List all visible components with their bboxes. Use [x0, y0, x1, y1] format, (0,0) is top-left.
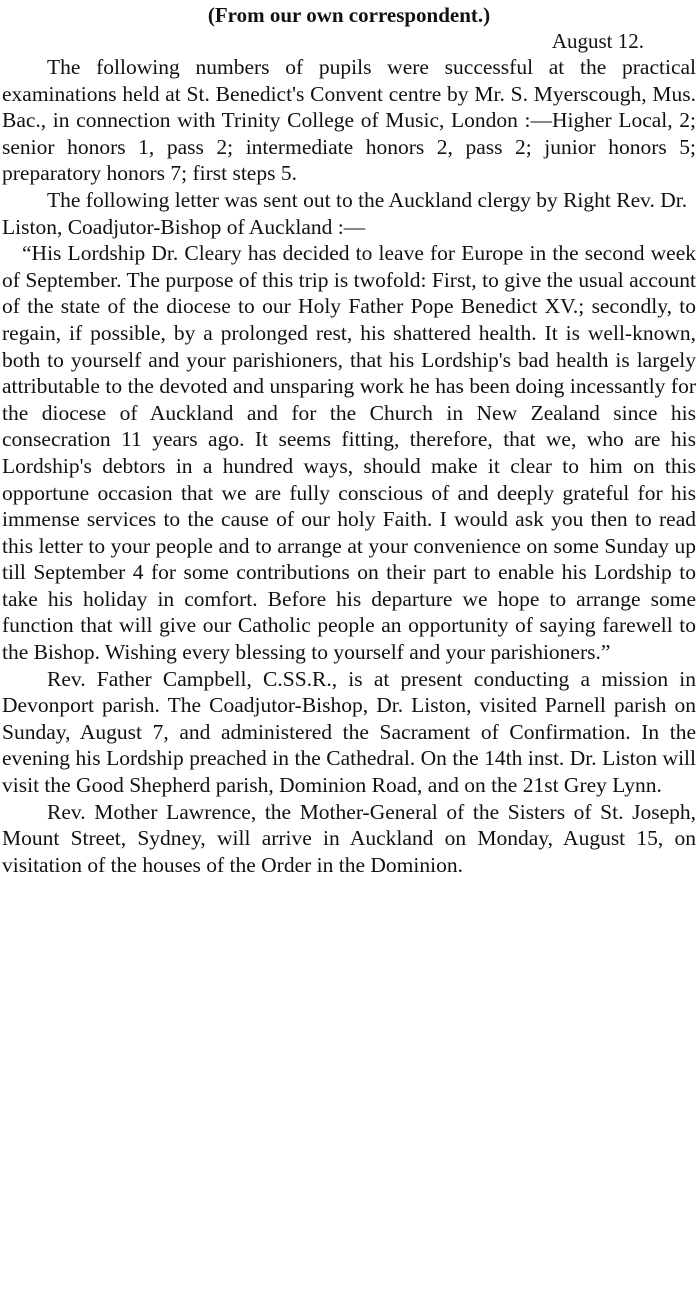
- paragraph-bishop-letter: “His Lordship Dr. Cleary has decided to leave for Europe in the second week of September. The purpose of this trip is twofold: First, to give the usual account of the state of the diocese to our Holy Father Pope Benedict XV.; secondly, to regain, if possible, by a prolonged rest, his shattered health. It is well-known, both to yourself and your parishioners, that his Lordship's bad health is largely attributable to the devoted and unsparing work he has been doing incessantly for the diocese of Auckland and for the Church in New Zealand since his consecration 11 years ago. It seems fitting, therefore, that we, who are his Lordship's debtors in a hundred ways, should make it clear to him on this opportune occasion that we are fully conscious of and deeply grateful for his immense services to the cause of our holy Faith. I would ask you then to read this letter to your people and to arrange at your convenience on some Sunday up till September 4 for some contributions on their part to enable his Lordship to take his holiday in comfort. Before his departure we hope to arrange some function that will give our Catholic people an opportunity of saying farewell to the Bishop. Wishing every blessing to yourself and your parishioners.”: [2, 241, 696, 665]
- paragraph-mother-general-visit: Rev. Mother Lawrence, the Mother-General of the Sisters of St. Joseph, Mount Street, Sydney, will arrive in Auckland on Monday, August 15, on visitation of the houses of the Order in the Dominion.: [2, 799, 696, 877]
- dateline: August 12.: [551, 29, 644, 53]
- correspondent-byline: (From our own correspondent.): [207, 3, 491, 27]
- paragraph-parish-news: Rev. Father Campbell, C.SS.R., is at present conducting a mission in Devonport parish. The Coadjutor-Bishop, Dr. Liston, visited Parnell parish on Sunday, August 7, and administered the Sacrament of Confirmation. In the evening his Lordship preached in the Cathedral. On the 14th inst. Dr. Liston will visit the Good Shepherd parish, Dominion Road, and on the 21st Grey Lynn.: [2, 666, 696, 798]
- paragraph-letter-intro: The following letter was sent out to the Auckland clergy by Right Rev. Dr. Liston, Coadjutor-Bishop of Auckland :—: [2, 187, 688, 239]
- paragraph-music-exam-results: The following numbers of pupils were successful at the practical examinations held at St. Benedict's Convent centre by Mr. S. Myerscough, Mus. Bac., in connection with Trinity College of Music, London :—Higher Local, 2; senior honors 1, pass 2; intermediate honors 2, pass 2; junior honors 5; preparatory honors 7; first steps 5.: [2, 55, 696, 186]
